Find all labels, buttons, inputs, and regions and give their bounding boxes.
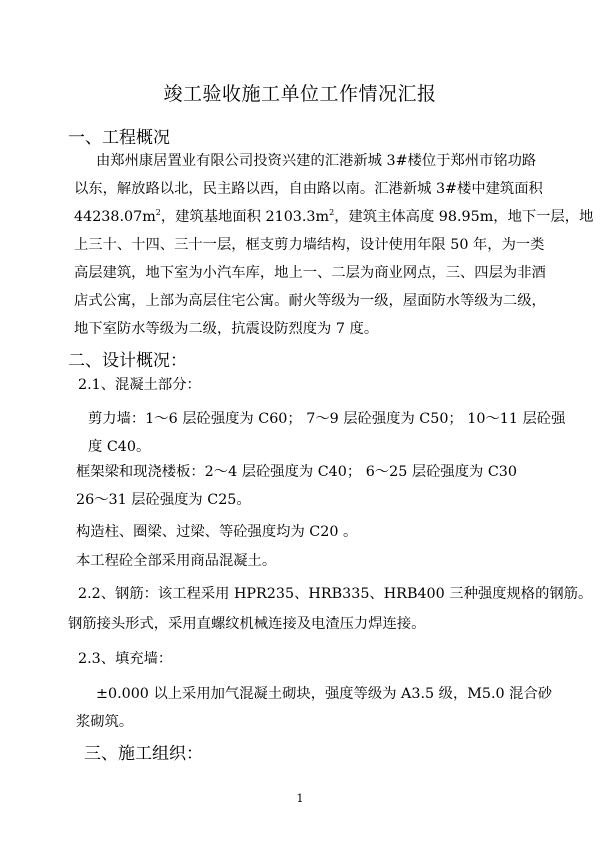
- shear-wall-line-1: 剪力墙：1～6 层砼强度为 C60； 7～9 层砼强度为 C50； 10～11 层砼强: [88, 411, 566, 427]
- section-heading-organization: 三、施工组织：: [84, 744, 203, 764]
- shear-wall-line-2: 度 C40。: [88, 439, 151, 455]
- concrete-heading: 2.1、混凝土部分：: [78, 377, 201, 393]
- document-title: 竣工验收施工单位工作情况汇报: [163, 83, 437, 105]
- infill-line-2: 浆砌筑。: [76, 714, 134, 730]
- base-area-superscript: 2: [329, 208, 335, 217]
- structural-column-line: 构造柱、圈梁、过梁、等砼强度均为 C20 。: [76, 524, 358, 540]
- section-heading-design: 二、设计概况：: [68, 351, 187, 371]
- overview-line-7: 地下室防水等级为二级，抗震设防烈度为 7 度。: [74, 321, 379, 337]
- overview-line-4: 上三十、十四、三十一层，框支剪力墙结构，设计使用年限 50 年，为一类: [74, 237, 545, 253]
- overview-line-1: 由郑州康居置业有限公司投资兴建的汇港新城 3#楼位于郑州市铭功路: [96, 153, 537, 169]
- overview-line-6: 店式公寓，上部为高层住宅公寓。耐火等级为一级，屋面防水等级为二级，: [74, 293, 546, 309]
- page-number: 1: [296, 792, 304, 805]
- rebar-line-1: 2.2、钢筋：该工程采用 HPR235、HRB335、HRB400 三种强度规格的钢筋。: [78, 586, 593, 602]
- infill-heading: 2.3、填充墙：: [78, 651, 173, 667]
- height-text: ，建筑主体高度 98.95m，地下一层，地: [334, 209, 594, 225]
- overview-line-3: [74, 207, 593, 228]
- commercial-concrete-line: 本工程砼全部采用商品混凝土。: [76, 553, 277, 569]
- rebar-line-2: 钢筋接头形式，采用直螺纹机械连接及电渣压力焊连接。: [68, 616, 426, 632]
- base-area-text: ，建筑基地面积 2103.3m: [160, 209, 330, 225]
- overview-line-5: 高层建筑，地下室为小汽车库，地上一、二层为商业网点，三、四层为非酒: [74, 265, 546, 281]
- area-value: 44238.07m: [74, 209, 156, 225]
- infill-line-1: ±0.000 以上采用加气混凝土砌块，强度等级为 A3.5 级，M5.0 混合砂: [96, 686, 553, 702]
- area-superscript: 2: [155, 208, 161, 217]
- frame-beam-line-1: 框架梁和现浇楼板：2～4 层砼强度为 C40； 6～25 层砼强度为 C30: [76, 464, 517, 480]
- section-heading-overview: 一、工程概况: [68, 128, 170, 148]
- overview-line-2: 以东，解放路以北，民主路以西，自由路以南。汇港新城 3#楼中建筑面积: [74, 181, 543, 197]
- frame-beam-line-2: 26～31 层砼强度为 C25。: [76, 492, 251, 508]
